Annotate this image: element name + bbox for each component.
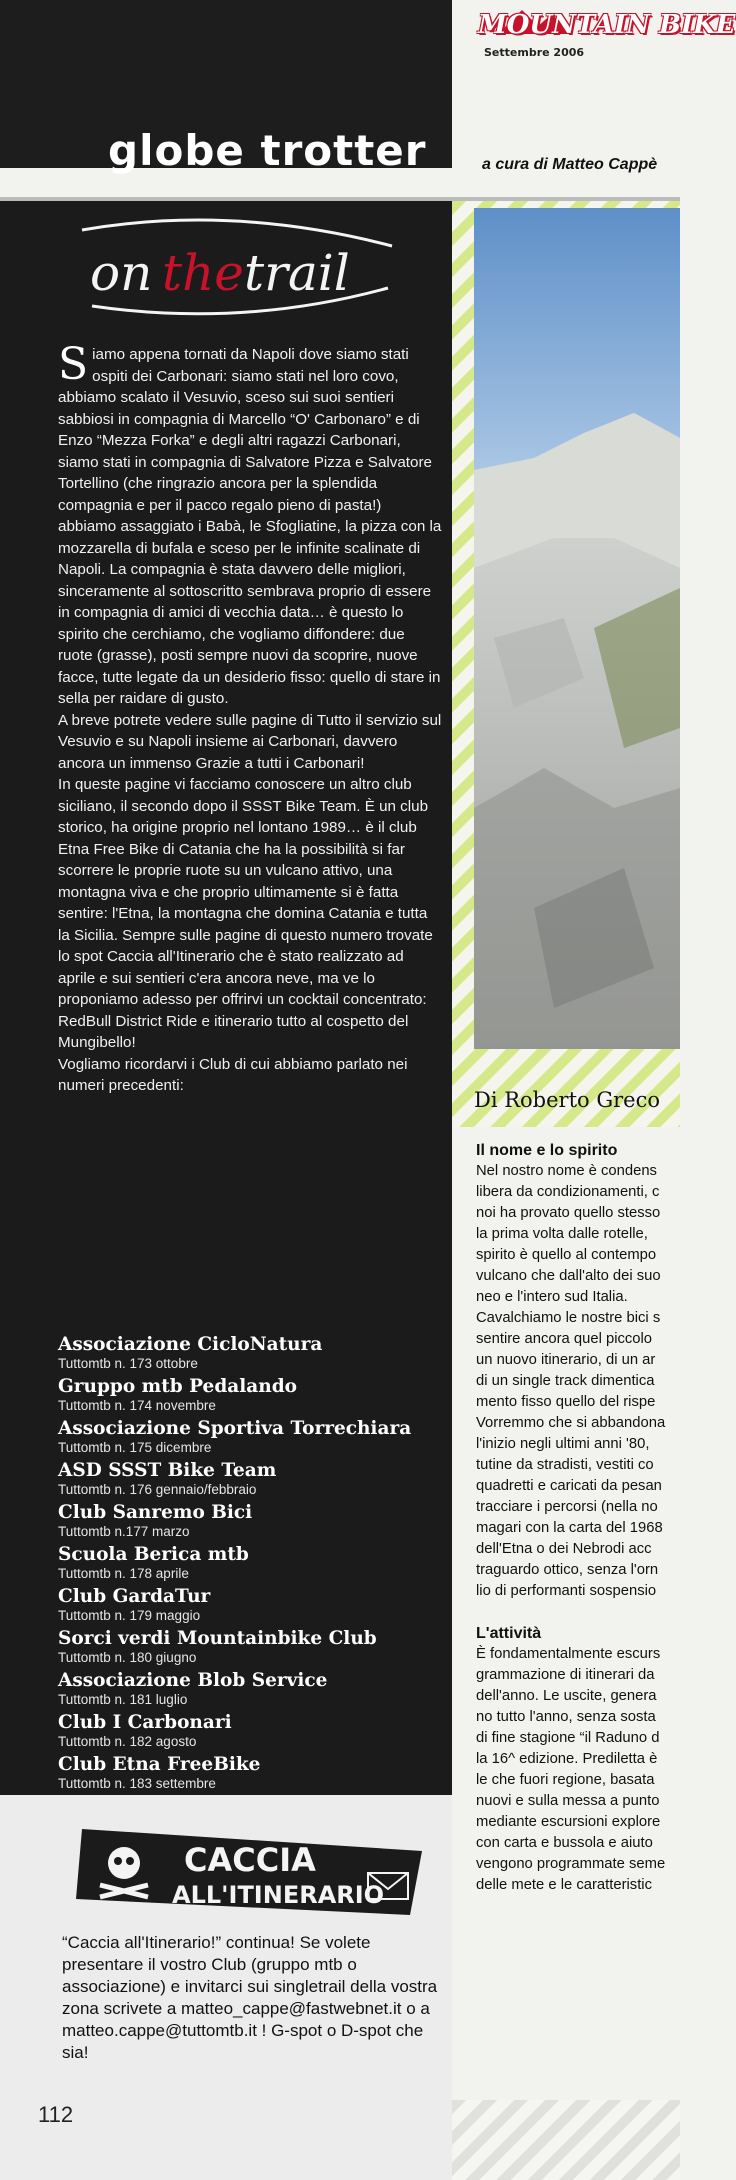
club-issue: Tuttomtb n. 181 luglio [58, 1692, 188, 1707]
text-line: spirito è quello al contempo [476, 1247, 657, 1263]
caccia-all-itinerario-banner [72, 1815, 432, 1925]
club-issue: Tuttomtb n. 178 aprile [58, 1566, 189, 1581]
text-line: vulcano che dall'alto dei suo [476, 1268, 661, 1284]
text-line: traguardo ottico, senza l'orn [476, 1562, 659, 1578]
club-name: Club Etna FreeBike [58, 1754, 261, 1775]
magazine-logo [478, 4, 736, 59]
club-list [58, 1334, 442, 1796]
club-name: Scuola Berica mtb [58, 1544, 249, 1565]
club-entry [58, 1418, 442, 1460]
promo-text: “Caccia all'Itinerario!” continua! Se volete presentare il vostro Club (gruppo mtb o associazione) e invitarci sui singletrail della vostra zona scrivete a matteo_cappe@fastwebnet.it o a matteo.cappe@tuttomtb.it ! G-spot o D-spot che sia! [62, 1933, 438, 2062]
text-line: neo e l'intero sud Italia. [476, 1289, 628, 1305]
logo-word-the: the [162, 244, 244, 302]
club-entry [58, 1670, 442, 1712]
club-name: Club Sanremo Bici [58, 1502, 253, 1523]
text-line: mediante escursioni explore [476, 1814, 661, 1830]
club-issue: Tuttomtb n. 183 settembre [58, 1776, 216, 1791]
text-line: lio di performanti sospensio [476, 1583, 657, 1599]
section-heading: L'attività [476, 1625, 542, 1642]
limestone-terrain-image [474, 208, 680, 1049]
issue-date: Settembre 2006 [484, 46, 585, 59]
club-name: Sorci verdi Mountainbike Club [58, 1628, 377, 1649]
club-issue: Tuttomtb n. 176 gennaio/febbraio [58, 1482, 257, 1497]
club-issue: Tuttomtb n.177 marzo [58, 1524, 190, 1539]
club-issue: Tuttomtb n. 180 giugno [58, 1650, 197, 1665]
text-line: no tutto l'anno, senza sosta [476, 1709, 656, 1725]
logo-text: MOUNTAIN BIKE [478, 10, 736, 40]
club-name: Associazione Sportiva Torrechiara [58, 1418, 412, 1439]
paragraph [58, 339, 442, 710]
text-line: delle mete e le caratteristic [476, 1877, 652, 1893]
photo-byline: Di Roberto Greco [474, 1088, 660, 1112]
club-entry [58, 1460, 442, 1502]
club-issue: Tuttomtb n. 175 dicembre [58, 1440, 212, 1455]
text-line: nuovi e sulla messa a punto [476, 1793, 660, 1809]
text-line: con carta e bussola e aiuto [476, 1835, 653, 1851]
club-entry [58, 1754, 442, 1796]
club-entry [58, 1586, 442, 1628]
text-line: l'inizio negli ultimi anni '80, [476, 1436, 650, 1452]
section-title: globe trotter [108, 126, 427, 175]
text-line: mento fisso quello del rispe [476, 1394, 656, 1410]
club-name: Gruppo mtb Pedalando [58, 1376, 297, 1397]
text-line: la 16^ edizione. Prediletta è [476, 1751, 658, 1767]
text-line: È fondamentalmente escurs [476, 1646, 661, 1662]
text-line: quadretti e caricati da pesan [476, 1478, 662, 1494]
text-line: dell'anno. Le uscite, genera [476, 1688, 657, 1704]
section-heading: Il nome e lo spirito [476, 1142, 618, 1159]
text-line: vengono programmate seme [476, 1856, 666, 1872]
article-body [58, 339, 442, 1097]
club-issue: Tuttomtb n. 173 ottobre [58, 1356, 198, 1371]
spacer [476, 1602, 680, 1623]
drop-cap: S [58, 339, 89, 390]
on-the-trail-logo [62, 210, 402, 320]
text-line: sentire ancora quel piccolo [476, 1331, 653, 1347]
banner-line-1: CACCIA [184, 1841, 316, 1879]
text-line: tutine da stradisti, vestiti co [476, 1457, 654, 1473]
club-name: ASD SSST Bike Team [58, 1460, 277, 1481]
text-line: Nel nostro nome è condens [476, 1163, 657, 1179]
logo-word-on: on [90, 244, 153, 302]
paragraph: In queste pagine vi facciamo conoscere un altro club siciliano, il secondo dopo il SSST Bike Team. È un club storico, ha origine proprio nel lontano 1989… è il club Etna Free Bike di Catania che ha la possibilità si far scorrere le proprie ruote su un vulcano attivo, una montagna viva e che proprio ultimamente si è fatta sentire: l'Etna, la montagna che domina Catania e tutta la Sicilia. Sempre sulle pagine di questo numero trovate lo spot Caccia all'Itinerario che è stato realizzato ad aprile e sui sentieri c'era ancora neve, ma ve lo proponiamo adesso per offrirvi un cocktail concentrato: RedBull District Ride e itinerario tutto al cospetto del Mungibello! [58, 776, 433, 1051]
club-entry [58, 1628, 442, 1670]
text-line: di un single track dimentica [476, 1373, 655, 1389]
text-line: libera da condizionamenti, c [476, 1184, 660, 1200]
text-line: le che fuori regione, basata [476, 1772, 655, 1788]
text-line: tracciare i percorsi (nella no [476, 1499, 658, 1515]
club-name: Club GardaTur [58, 1586, 211, 1607]
text-line: di fine stagione “il Raduno d [476, 1730, 660, 1746]
club-entry [58, 1376, 442, 1418]
text-line: dell'Etna o dei Nebrodi acc [476, 1541, 652, 1557]
text-line: grammazione di itinerari da [476, 1667, 655, 1683]
banner-line-2: ALL'ITINERARIO [172, 1881, 385, 1909]
paragraph: A breve potrete vedere sulle pagine di Tutto il servizio sul Vesuvio e su Napoli insieme ai Carbonari, davvero ancora un immenso Grazie a tutti i Carbonari! [58, 711, 442, 772]
paragraph: Vogliamo ricordarvi i Club di cui abbiamo parlato nei numeri precedenti: [58, 1055, 408, 1094]
paragraph-text: iamo appena tornati da Napoli dove siamo stati ospiti dei Carbonari: siamo stati nel loro covo, abbiamo scalato il Vesuvio, sceso sui suoi sentieri sabbiosi in compagnia di Marcello “O' Carbonaro” e di Enzo “Mezza Forka” e degli altri ragazzi Carbonari, siamo stati in compagnia di Salvatore Pizza e Salvatore Tortellino (che ringrazio ancora per la splendida compagnia e per il pacco regalo pieno di pasta!) abbiamo assaggiato i Babà, le Sfogliatine, la pizza con la mozzarella di bufala e sceso per le infinite scalinate di Napoli. La compagnia è stata davvero delle migliori, sinceramente al sottoscritto sembrava proprio di essere in compagnia di amici di vecchia data… è questo lo spirito che cerchiamo, che vogliamo diffondere: due ruote (grasse), posti sempre nuovi da scoprire, nuove facce, tutte legate da un desiderio fisso: quello di stare in sella per raidare di gusto. [58, 346, 442, 707]
club-name: Associazione CicloNatura [58, 1334, 323, 1355]
club-issue: Tuttomtb n. 174 novembre [58, 1398, 216, 1413]
text-line: un nuovo itinerario, di un ar [476, 1352, 656, 1368]
page-number: 112 [38, 2102, 74, 2127]
club-entry [58, 1502, 442, 1544]
bottom-stripe [452, 2100, 680, 2180]
club-issue: Tuttomtb n. 182 agosto [58, 1734, 197, 1749]
club-name: Associazione Blob Service [58, 1670, 328, 1691]
text-line: la prima volta dalle rotelle, [476, 1226, 648, 1242]
text-line: Vorremmo che si abbandona [476, 1415, 666, 1431]
right-column-text [476, 1140, 680, 2050]
club-name: Club I Carbonari [58, 1712, 232, 1733]
club-entry [58, 1712, 442, 1754]
text-line: magari con la carta del 1968 [476, 1520, 663, 1536]
club-entry [58, 1334, 442, 1376]
logo-word-trail: trail [244, 244, 350, 302]
club-entry [58, 1544, 442, 1586]
text-line: noi ha provato quello stesso [476, 1205, 661, 1221]
club-issue: Tuttomtb n. 179 maggio [58, 1608, 201, 1623]
curator-credit: a cura di Matteo Cappè [482, 156, 658, 173]
text-line: Cavalchiamo le nostre bici s [476, 1310, 661, 1326]
mountain-photo [474, 208, 680, 1049]
